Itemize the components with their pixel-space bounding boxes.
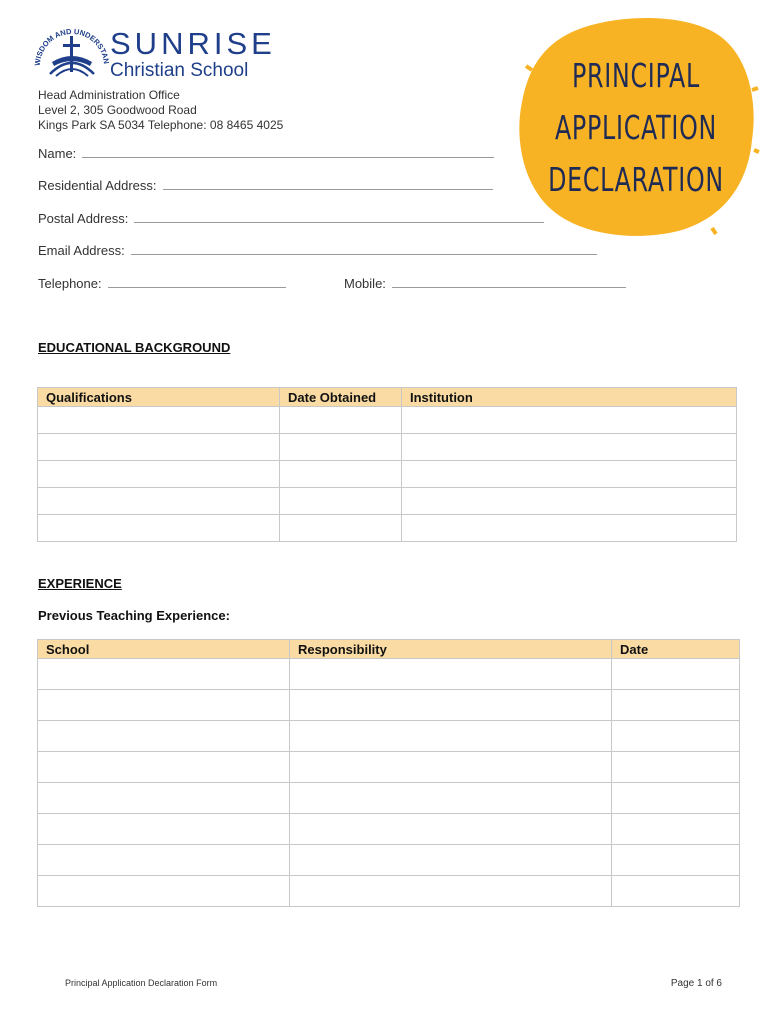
table-row — [38, 488, 737, 515]
form-title — [547, 50, 726, 206]
table-cell[interactable] — [612, 876, 740, 907]
table-cell[interactable] — [612, 845, 740, 876]
title-line-2: APPLICATION — [554, 108, 718, 147]
table-cell[interactable] — [290, 752, 612, 783]
table-row — [38, 752, 740, 783]
table-cell[interactable] — [38, 488, 280, 515]
column-header: Responsibility — [290, 640, 612, 659]
table-cell[interactable] — [38, 845, 290, 876]
table-row — [38, 845, 740, 876]
table-cell[interactable] — [290, 814, 612, 845]
column-header: Date — [612, 640, 740, 659]
table-cell[interactable] — [612, 659, 740, 690]
table-cell[interactable] — [290, 721, 612, 752]
table-row — [38, 814, 740, 845]
table-row — [38, 434, 737, 461]
table-row — [38, 783, 740, 814]
table-row — [38, 461, 737, 488]
education-heading: EDUCATIONAL BACKGROUND — [38, 340, 231, 355]
table-cell[interactable] — [612, 752, 740, 783]
experience-header-row — [38, 640, 740, 659]
name-field[interactable] — [38, 146, 494, 161]
email-address-field[interactable] — [38, 243, 597, 258]
office-address — [38, 88, 283, 133]
table-cell[interactable] — [612, 783, 740, 814]
table-cell[interactable] — [402, 407, 737, 434]
column-header: Institution — [402, 388, 737, 407]
table-cell[interactable] — [280, 461, 402, 488]
table-cell[interactable] — [280, 407, 402, 434]
table-cell[interactable] — [38, 407, 280, 434]
telephone-field[interactable] — [38, 276, 286, 291]
title-line-3: DECLARATION — [548, 160, 724, 199]
table-cell[interactable] — [38, 721, 290, 752]
brand-block — [110, 28, 276, 82]
table-cell[interactable] — [402, 434, 737, 461]
logo-ring-text: WISDOM AND UNDERSTAN — [32, 26, 111, 67]
residential-address-field[interactable] — [38, 178, 493, 193]
column-header: Date Obtained — [280, 388, 402, 407]
table-cell[interactable] — [280, 515, 402, 542]
table-row — [38, 876, 740, 907]
table-row — [38, 659, 740, 690]
name-input-line[interactable] — [82, 147, 494, 158]
table-cell[interactable] — [402, 488, 737, 515]
table-cell[interactable] — [38, 515, 280, 542]
column-header: School — [38, 640, 290, 659]
address-line-3: Kings Park SA 5034 Telephone: 08 8465 4025 — [38, 118, 284, 132]
table-cell[interactable] — [38, 434, 280, 461]
experience-table — [37, 639, 740, 907]
table-cell[interactable] — [290, 876, 612, 907]
residential-address-input-line[interactable] — [163, 179, 493, 190]
mobile-input-line[interactable] — [392, 277, 626, 288]
experience-heading: EXPERIENCE — [38, 576, 122, 591]
table-cell[interactable] — [290, 845, 612, 876]
table-cell[interactable] — [38, 783, 290, 814]
address-line-2: Level 2, 305 Goodwood Road — [38, 103, 197, 117]
brand-name: SUNRISE — [110, 26, 276, 61]
table-cell[interactable] — [280, 488, 402, 515]
table-cell[interactable] — [612, 721, 740, 752]
table-cell[interactable] — [38, 876, 290, 907]
table-cell[interactable] — [612, 690, 740, 721]
postal-address-field[interactable] — [38, 211, 544, 226]
table-row — [38, 690, 740, 721]
mobile-field[interactable] — [344, 276, 626, 291]
brand-subtitle: Christian School — [110, 60, 249, 81]
column-header: Qualifications — [38, 388, 280, 407]
table-cell[interactable] — [280, 434, 402, 461]
table-cell[interactable] — [38, 814, 290, 845]
postal-address-label: Postal Address: — [38, 211, 129, 226]
table-cell[interactable] — [402, 515, 737, 542]
name-label: Name: — [38, 146, 77, 161]
footer-page-number: Page 1 of 6 — [670, 978, 722, 989]
table-cell[interactable] — [38, 690, 290, 721]
education-header-row — [38, 388, 737, 407]
telephone-label: Telephone: — [38, 276, 102, 291]
telephone-input-line[interactable] — [108, 277, 286, 288]
title-line-1: PRINCIPAL — [571, 56, 701, 95]
email-address-label: Email Address: — [38, 243, 125, 258]
table-row — [38, 515, 737, 542]
table-cell[interactable] — [402, 461, 737, 488]
teaching-experience-subheading: Previous Teaching Experience: — [38, 608, 230, 623]
education-table — [37, 387, 737, 542]
table-cell[interactable] — [38, 752, 290, 783]
table-cell[interactable] — [612, 814, 740, 845]
residential-address-label: Residential Address: — [38, 178, 157, 193]
table-cell[interactable] — [38, 659, 290, 690]
address-line-1: Head Administration Office — [38, 88, 180, 102]
mobile-label: Mobile: — [344, 276, 386, 291]
table-cell[interactable] — [290, 659, 612, 690]
table-row — [38, 407, 737, 434]
postal-address-input-line[interactable] — [134, 212, 544, 223]
table-cell[interactable] — [290, 783, 612, 814]
email-address-input-line[interactable] — [131, 244, 597, 255]
table-row — [38, 721, 740, 752]
table-cell[interactable] — [38, 461, 280, 488]
table-cell[interactable] — [290, 690, 612, 721]
footer-form-name: Principal Application Declaration Form — [65, 978, 218, 988]
